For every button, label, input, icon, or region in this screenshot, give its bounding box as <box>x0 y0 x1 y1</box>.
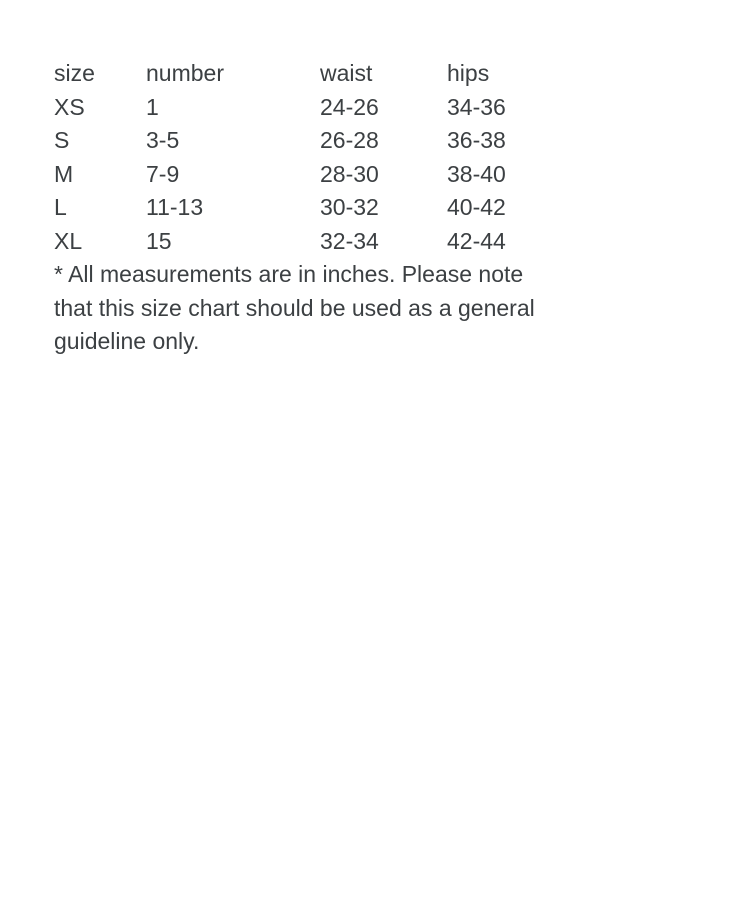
size-cell: XL <box>54 227 83 254</box>
hips-cell: 34-36 <box>447 93 506 120</box>
size-cell: L <box>54 194 67 220</box>
size-cell: M <box>54 160 74 187</box>
waist-cell: 24-26 <box>320 93 379 120</box>
number-cell: 3-5 <box>146 127 180 153</box>
waist-cell: 28-30 <box>320 160 379 187</box>
measurement-note-line: guideline only. <box>54 328 200 354</box>
table-header-row <box>54 57 506 91</box>
number-cell: 1 <box>146 93 159 120</box>
measurement-note-line: that this size chart should be used as a general <box>54 294 535 321</box>
table-row-xl <box>54 225 506 259</box>
size-cell: S <box>54 127 70 153</box>
hips-cell: 36-38 <box>447 127 506 153</box>
column-header-number: number <box>146 60 224 86</box>
measurement-note <box>54 258 574 359</box>
table-row-l <box>54 191 506 225</box>
table-row-xs <box>54 91 506 125</box>
table-row-m <box>54 158 506 192</box>
waist-cell: 32-34 <box>320 227 379 254</box>
hips-cell: 40-42 <box>447 194 506 220</box>
waist-cell: 26-28 <box>320 127 379 153</box>
hips-cell: 38-40 <box>447 160 506 187</box>
column-header-size: size <box>54 60 95 86</box>
number-cell: 11-13 <box>146 194 204 220</box>
number-cell: 7-9 <box>146 160 180 187</box>
size-cell: XS <box>54 93 85 120</box>
hips-cell: 42-44 <box>447 227 506 254</box>
size-chart-section <box>0 0 732 359</box>
column-header-hips: hips <box>447 60 490 86</box>
size-chart-table <box>54 57 506 258</box>
column-header-waist: waist <box>320 60 373 86</box>
table-row-s <box>54 124 506 158</box>
waist-cell: 30-32 <box>320 194 379 220</box>
measurement-note-line: * All measurements are in inches. Please note <box>54 261 524 287</box>
number-cell: 15 <box>146 227 172 254</box>
